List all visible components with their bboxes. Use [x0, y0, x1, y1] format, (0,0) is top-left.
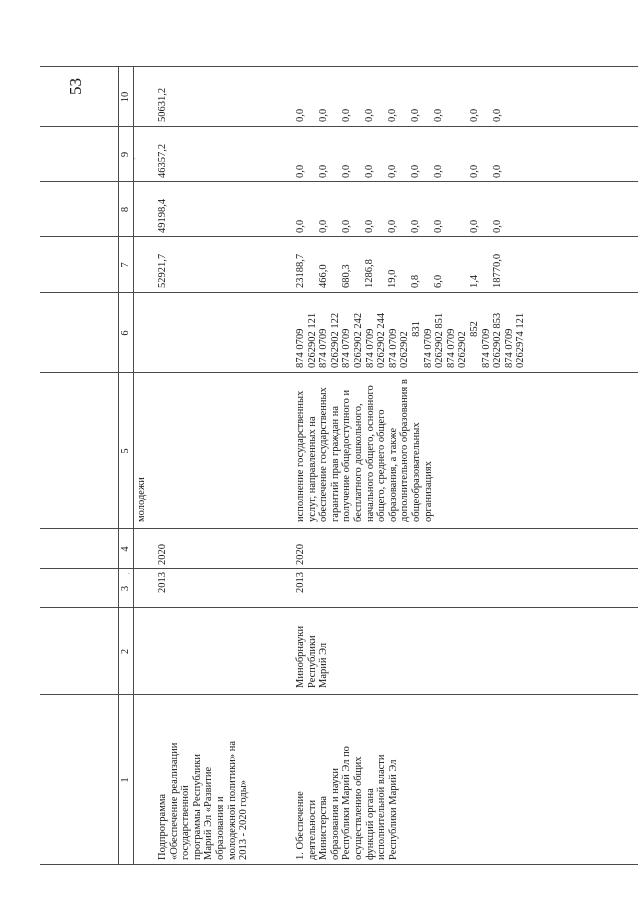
financing-cell-col7: 19,0 — [387, 269, 398, 288]
financing-cell-col8: 0,0 — [318, 219, 329, 233]
col-header-1: 1 — [120, 777, 131, 783]
financing-cell-col9: 0,0 — [364, 164, 375, 178]
kbk-code: 0262902 — [457, 331, 469, 368]
financing-cell-col10: 0,0 — [492, 108, 503, 122]
kbk-code: 874 0709 — [503, 328, 515, 368]
row-measure-description: исполнение государственных услуг, направленных на обеспечение государственных гарантий прав граждан на получение общедоступного и бесплатного дошкольного, начального общего, основного общего, среднего общего образования, а также дополнительного образования в общеобразовательных организациях — [295, 379, 434, 522]
financing-cell-col7: 23188,7 — [295, 253, 306, 288]
financing-cell-col8: 0,0 — [410, 219, 421, 233]
financing-cell-col8: 0,0 — [341, 219, 352, 233]
financing-cell-col7: 680,3 — [341, 264, 352, 288]
kbk-code: 874 0709 — [364, 328, 376, 368]
kbk-code: 0262974 121 — [515, 312, 527, 368]
financing-cell-col7: 1,4 — [469, 274, 480, 288]
col-header-5: 5 — [120, 448, 131, 454]
row-measure-end: 2020 — [295, 544, 306, 565]
kbk-code: 831 — [411, 321, 422, 337]
financing-cell-col10: 0,0 — [341, 108, 352, 122]
financing-cell-col9: 0,0 — [410, 164, 421, 178]
row-subprogram-col10: 50631,2 — [157, 87, 168, 122]
financing-cell-col9: 0,0 — [469, 164, 480, 178]
financing-cell-col7: 466,0 — [318, 264, 329, 288]
col-header-2: 2 — [120, 648, 131, 655]
row-measure-name: 1. Обеспечение деятельности Министерства образования и науки Республики Марий Эл по осуществлению общих функций органа исполнительной власти Республики Марий Эл — [295, 746, 399, 860]
financing-cell-col8: 0,0 — [492, 219, 503, 233]
financing-cell-col10: 0,0 — [295, 108, 306, 122]
carryover-text: молодежи — [136, 477, 147, 522]
financing-cell-col7: 6,0 — [433, 274, 444, 288]
scan-mark: · — [125, 572, 134, 575]
financing-cell-col7: 18770,0 — [492, 253, 503, 288]
scan-mark: ` — [133, 157, 142, 160]
kbk-code: 874 0709 — [422, 328, 434, 368]
financing-cell-col10: 0,0 — [318, 108, 329, 122]
financing-cell-col10: 0,0 — [469, 108, 480, 122]
financing-cell-col10: 0,0 — [387, 108, 398, 122]
kbk-code: 0262902 122 — [329, 312, 341, 368]
col-header-9: 9 — [120, 151, 131, 158]
col-header-3: 3 — [120, 585, 131, 592]
financing-cell-col10: 0,0 — [433, 108, 444, 122]
kbk-code: 0262902 121 — [306, 312, 318, 368]
financing-cell-col8: 0,0 — [433, 219, 444, 233]
financing-cell-col9: 0,0 — [295, 164, 306, 178]
financing-cell-col8: 0,0 — [469, 219, 480, 233]
page-number: 53 — [66, 78, 85, 95]
row-subprogram-col7: 52921,7 — [157, 253, 168, 288]
row-subprogram-col9: 46357,2 — [157, 143, 168, 178]
row-subprogram-end: 2020 — [157, 544, 168, 565]
row-subprogram-col8: 49198,4 — [157, 198, 168, 233]
kbk-code: 874 0709 — [341, 328, 353, 368]
financing-cell-col9: 0,0 — [341, 164, 352, 178]
kbk-code: 874 0709 — [480, 328, 492, 368]
kbk-code: 0262902 242 — [353, 312, 364, 368]
row-measure-executor: Минобрнауки Республики Марий Эл — [295, 625, 330, 688]
financing-cell-col9: 0,0 — [492, 164, 503, 178]
financing-cell-col8: 0,0 — [387, 219, 398, 233]
financing-cell-col10: 0,0 — [410, 108, 421, 122]
financing-cell-col9: 0,0 — [318, 164, 329, 178]
row-measure-start: 2013 — [295, 572, 306, 593]
row-subprogram-name: Подпрограмма «Обеспечение реализации государственной программы Республики Марий Эл «Развитие образования и молодежной политики» на 2013 - 2020 годы» — [157, 741, 250, 860]
financing-cell-col8: 0,0 — [295, 219, 306, 233]
kbk-code: 0262902 853 — [492, 312, 504, 368]
kbk-code: 0262902 851 — [434, 312, 446, 368]
kbk-code: 874 0709 — [295, 328, 306, 368]
col-header-4: 4 — [120, 546, 131, 552]
financing-cell-col9: 0,0 — [387, 164, 398, 178]
kbk-code: 0262902 244 — [376, 312, 388, 368]
financing-cell-col8: 0,0 — [364, 219, 375, 233]
financing-cell-col9: 0,0 — [433, 164, 444, 178]
row-subprogram-start: 2013 — [157, 572, 168, 593]
kbk-code: 0262902 — [399, 331, 411, 368]
financing-cell-col10: 0,0 — [364, 108, 375, 122]
kbk-code: 874 0709 — [445, 328, 457, 368]
col-header-8: 8 — [120, 206, 131, 213]
kbk-code: 874 0709 — [318, 328, 330, 368]
kbk-code: 874 0709 — [387, 328, 399, 368]
col-header-6: 6 — [120, 330, 131, 336]
col-header-10: 10 — [120, 91, 131, 103]
header-rule-bottom — [133, 67, 134, 865]
col-header-7: 7 — [120, 262, 131, 268]
financing-cell-col7: 0,8 — [410, 274, 421, 288]
financing-cell-col7: 1286,8 — [364, 259, 375, 288]
header-rule-top — [118, 67, 119, 865]
kbk-code: 852 — [469, 321, 480, 337]
